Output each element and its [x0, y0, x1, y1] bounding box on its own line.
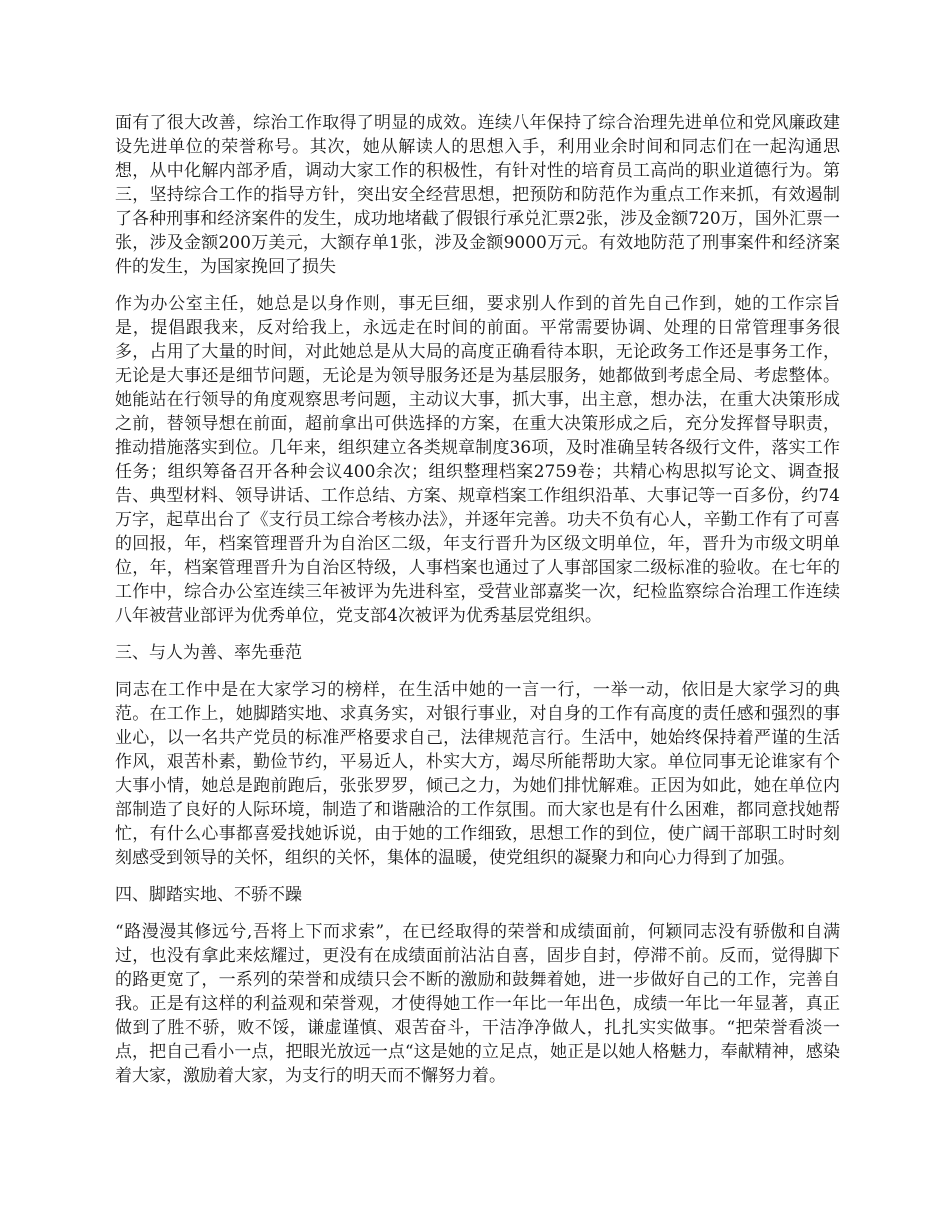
- paragraph-section-3: 同志在工作中是在大家学习的榜样，在生活中她的一言一行，一举一动，依旧是大家学习的典范。在工作上，她脚踏实地、求真务实，对银行事业，对自身的工作有高度的责任感和强烈的事业心，以一名共产党员的标准严格要求自己，法律规范言行。生活中，她始终保持着严谨的生活作风，艰苦朴素，勤俭节约，平易近人，朴实大方，竭尽所能帮助大家。单位同事无论谁家有个大事小情，她总是跑前跑后，张张罗罗，倾己之力，为她们排忧解难。正因为如此，她在单位内部制造了良好的人际环境，制造了和谐融洽的工作氛围。而大家也是有什么困难，都同意找她帮忙，有什么心事都喜爱找她诉说，由于她的工作细致，思想工作的到位，使广阔干部职工时时刻刻感受到领导的关怀，组织的关怀，集体的温暖，使党组织的凝聚力和向心力得到了加强。: [115, 680, 840, 868]
- document-body: [115, 111, 840, 1101]
- paragraph-section-4: “路漫漫其修远兮,吾将上下而求索”，在已经取得的荣誉和成绩面前，何颖同志没有骄傲和自满过，也没有拿此来炫耀过，更没有在成绩面前沾沾自喜，固步自封，停滞不前。反而，觉得脚下的路更宽了，一系列的荣誉和成绩只会不断的激励和鼓舞着她，进一步做好自己的工作，完善自我。正是有这样的利益观和荣誉观，才使得她工作一年比一年出色，成绩一年比一年显著，真正做到了胜不骄，败不馁，谦虚谨慎、艰苦奋斗，干洁净净做人，扎扎实实做事。“把荣誉看淡一点，把自己看小一点，把眼光放远一点“这是她的立足点，她正是以她人格魅力，奉献精神，感染着大家，激励着大家，为支行的明天而不懈努力着。: [115, 922, 840, 1086]
- paragraph-comprehensive-work: 面有了很大改善，综治工作取得了明显的成效。连续八年保持了综合治理先进单位和党风廉政建设先进单位的荣誉称号。其次，她从解读人的思想入手，利用业余时间和同志们在一起沟通思想，从中化解内部矛盾，调动大家工作的积极性，有针对性的培育员工高尚的职业道德行为。第三，坚持综合工作的指导方针，突出安全经营思想，把预防和防范作为重点工作来抓，有效遏制了各种刑事和经济案件的发生，成功地堵截了假银行承兑汇票2张，涉及金额720万，国外汇票一张，涉及金额200万美元，大额存单1张，涉及金额9000万元。有效地防范了刑事案件和经济案件的发生，为国家挽回了损失: [115, 113, 840, 277]
- section-heading-3: 三、与人为善、率先垂范: [115, 643, 302, 663]
- paragraph-office-director: 作为办公室主任，她总是以身作则，事无巨细，要求别人作到的首先自己作到，她的工作宗旨是，提倡跟我来，反对给我上，永远走在时间的前面。平常需要协调、处理的日常管理事务很多，占用了大量的时间，对此她总是从大局的高度正确看待本职，无论政务工作还是事务工作，无论是大事还是细节问题，无论是为领导服务还是为基层服务，她都做到考虑全局、考虑整体。她能站在行领导的角度观察思考问题，主动议大事，抓大事，出主意，想办法，在重大决策形成之前，替领导想在前面，超前拿出可供选择的方案，在重大决策形成之后，充分发挥督导职责，推动措施落实到位。几年来，组织建立各类规章制度36项，及时准确呈转各级行文件，落实工作任务；组织筹备召开各种会议400余次；组织整理档案2759卷；共精心构思拟写论文、调查报告、典型材料、领导讲话、工作总结、方案、规章档案工作组织沿革、大事记等一百多份，约74万字，起草出台了《支行员工综合考核办法》，并逐年完善。功夫不负有心人，辛勤工作有了可喜的回报，年，档案管理晋升为自治区二级，年支行晋升为区级文明单位，年，晋升为市级文明单位，年，档案管理晋升为自治区特级，人事档案也通过了人事部国家二级标准的验收。在七年的工作中，综合办公室连续三年被评为先进科室，受营业部嘉奖一次，纪检监察综合治理工作连续八年被营业部评为优秀单位，党支部4次被评为优秀基层党组织。: [115, 294, 840, 626]
- section-heading-4: 四、脚踏实地、不骄不躁: [115, 885, 302, 905]
